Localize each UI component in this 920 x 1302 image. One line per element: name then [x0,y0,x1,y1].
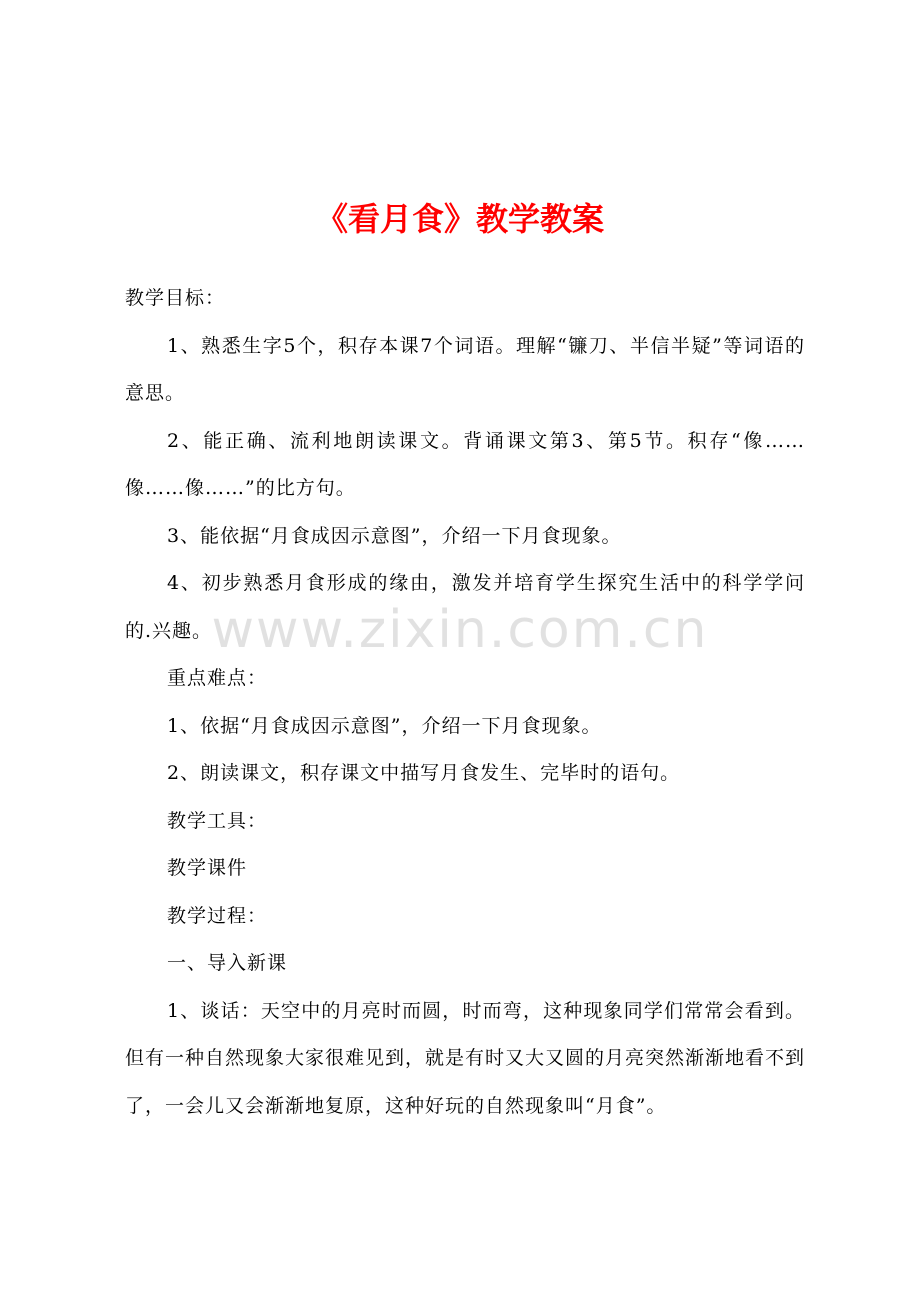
paragraph: 4、初步熟悉月食形成的缘由，激发并培育学生探究生活中的科学学问的.兴趣。 [125,572,805,642]
paragraph: 一、导入新课 [167,952,288,974]
paragraph: 2、能正确、流利地朗读课文。背诵课文第3、第5节。积存“像……像……像……”的比方句。 [125,429,805,499]
paragraph: 1、熟悉生字5个，积存本课7个词语。理解“镰刀、半信半疑”等词语的意思。 [125,334,805,404]
paragraph: 2、朗读课文，积存课文中描写月食发生、完毕时的语句。 [167,762,681,784]
document-title: 《看月食》教学教案 [315,200,604,238]
paragraph: 教学过程： [167,904,268,927]
paragraph: 教学课件 [167,857,248,879]
paragraph: 教学目标： [125,287,226,309]
watermark: www.zixin.com.cn [211,600,709,660]
paragraph: 重点难点： [167,667,268,689]
document-body [125,275,805,1130]
paragraph: 教学工具： [167,809,268,832]
paragraph: 1、谈话：天空中的月亮时而圆，时而弯，这种现象同学们常常会看到。但有一种自然现象大家很难见到，就是有时又大又圆的月亮突然渐渐地看不到了，一会儿又会渐渐地复原，这种好玩的自然现象叫“月食”。 [125,999,806,1117]
paragraph: 1、依据“月食成因示意图”，介绍一下月食现象。 [167,714,602,737]
paragraph: 3、能依据“月食成因示意图”，介绍一下月食现象。 [167,524,622,547]
